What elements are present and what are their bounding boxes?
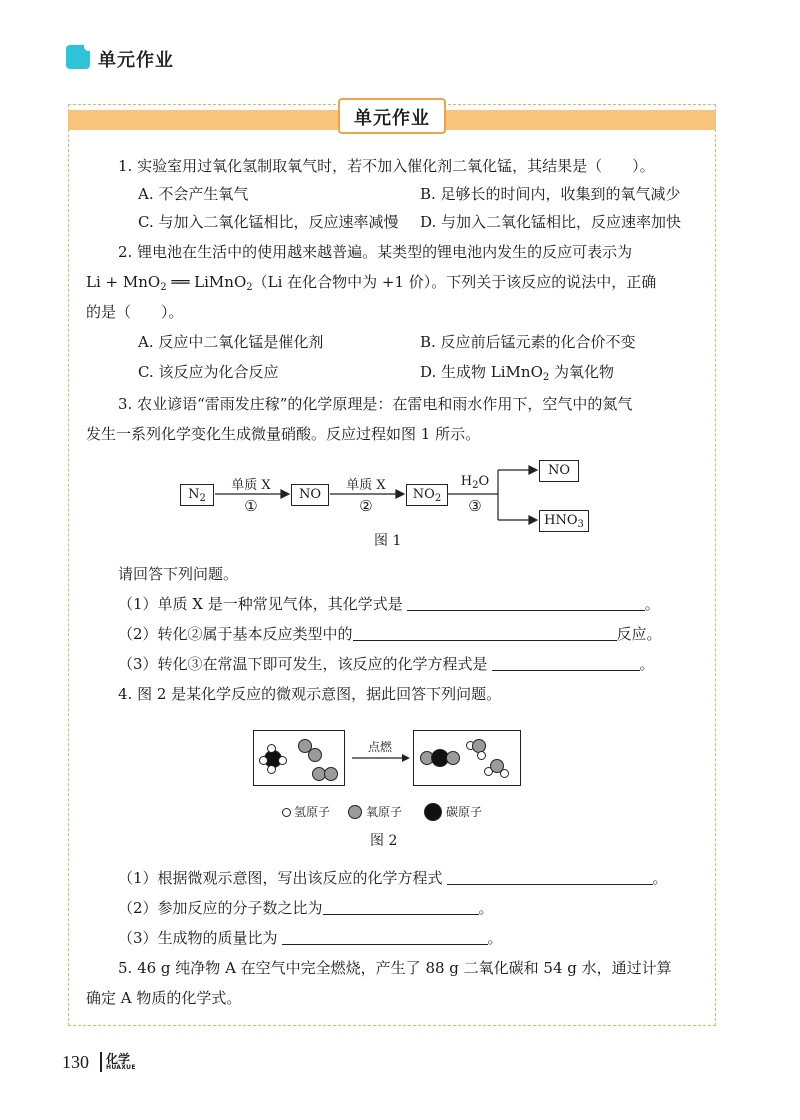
legend-hydrogen-label: 氢原子 bbox=[294, 805, 331, 819]
q1-option-a: A. 不会产生氧气 bbox=[138, 185, 249, 203]
legend-oxygen-label: 氧原子 bbox=[366, 805, 403, 819]
q1-stem: 1. 实验室用过氧化氢制取氧气时，若不加入催化剂二氧化锰，其结果是（ ）。 bbox=[118, 157, 655, 175]
q2-equation-left: Li + MnO bbox=[86, 273, 161, 291]
hydrogen-atom bbox=[278, 756, 287, 765]
hydrogen-atom bbox=[500, 769, 509, 778]
fig2-arrow-label: 点燃 bbox=[367, 740, 392, 754]
section-title: 单元作业 bbox=[354, 108, 430, 129]
fig1-arrow2-bottom: ② bbox=[359, 497, 373, 515]
q4-stem: 4. 图 2 是某化学反应的微观示意图，据此回答下列问题。 bbox=[118, 685, 502, 703]
q3-part3: （3）转化③在常温下即可发生，该反应的化学方程式是 。 bbox=[118, 655, 655, 673]
q4-part3-answer-blank[interactable] bbox=[282, 931, 488, 945]
q2-equation-mid: ══ LiMnO bbox=[166, 273, 247, 291]
legend-oxygen-icon bbox=[348, 805, 362, 819]
fig2-reaction-arrow bbox=[350, 752, 412, 764]
fig1-arrow3-top: $H_2O$ bbox=[460, 474, 490, 491]
q2-option-d: D. 生成物 LiMnO$_2$ 为氧化物 bbox=[420, 363, 615, 383]
hydrogen-atom bbox=[267, 765, 276, 774]
q1-option-d: D. 与加入二氧化锰相比，反应速率加快 bbox=[420, 213, 682, 231]
fig2-products-box bbox=[413, 730, 521, 786]
fig1-node-no: NO bbox=[291, 484, 329, 506]
fig2-reactants-box bbox=[253, 730, 345, 786]
q3-line2: 发生一系列化学变化生成微量硝酸。反应过程如图 1 所示。 bbox=[86, 425, 481, 443]
q2-line2-rest: （Li 在化合物中为 +1 价）。下列关于该反应的说法中，正确 bbox=[252, 273, 657, 291]
fig1-node-n2: $N_2$ bbox=[180, 484, 214, 506]
q2-option-b: B. 反应前后锰元素的化合价不变 bbox=[420, 333, 636, 351]
q1-option-b: B. 足够长的时间内，收集到的氧气减少 bbox=[420, 185, 681, 203]
q5-line1: 5. 46 g 纯净物 A 在空气中完全燃烧，产生了 88 g 二氧化碳和 54 g 水，通过计算 bbox=[118, 959, 672, 977]
page-number: 130 bbox=[62, 1052, 89, 1072]
q3-line1: 3. 农业谚语“雷雨发庄稼”的化学原理是：在雷电和雨水作用下，空气中的氮气 bbox=[118, 395, 633, 413]
fig1-arrow3-bottom: ③ bbox=[468, 497, 482, 515]
q4-part2: （2）参加反应的分子数之比为 。 bbox=[118, 899, 494, 917]
q3-part1-answer-blank[interactable] bbox=[407, 597, 645, 611]
fig1-arrow2-top: 单质 X bbox=[346, 478, 386, 493]
footer-subject-pinyin: HUAXUE bbox=[106, 1064, 136, 1071]
q4-part2-answer-blank[interactable] bbox=[323, 901, 479, 915]
hydrogen-atom bbox=[267, 744, 276, 753]
fig1-node-out-hno3: $HNO_3$ bbox=[539, 510, 589, 532]
q2-option-a: A. 反应中二氧化锰是催化剂 bbox=[138, 333, 324, 351]
q3-prompt: 请回答下列问题。 bbox=[118, 565, 239, 583]
fig1-arrow1-top: 单质 X bbox=[231, 478, 271, 493]
q4-part1-answer-blank[interactable] bbox=[447, 871, 653, 885]
q4-part1: （1）根据微观示意图，写出该反应的化学方程式 。 bbox=[118, 869, 668, 887]
hydrogen-atom bbox=[259, 756, 268, 765]
q3-part3-answer-blank[interactable] bbox=[492, 657, 640, 671]
q2-line3: 的是（ ）。 bbox=[86, 303, 184, 321]
hydrogen-atom bbox=[477, 751, 486, 760]
legend-hydrogen-icon bbox=[282, 808, 291, 817]
oxygen-atom bbox=[324, 767, 338, 781]
legend-carbon-icon bbox=[424, 803, 442, 821]
footer-divider bbox=[100, 1052, 102, 1072]
fig1-node-no2: $NO_2$ bbox=[406, 484, 448, 506]
fig2-caption: 图 2 bbox=[370, 833, 398, 849]
fig1-arrow1-bottom: ① bbox=[244, 497, 258, 515]
oxygen-atom bbox=[308, 748, 322, 762]
fig1-caption: 图 1 bbox=[374, 533, 402, 549]
q3-part2-answer-blank[interactable] bbox=[353, 627, 617, 641]
q4-part3: （3）生成物的质量比为 。 bbox=[118, 929, 503, 947]
q2-option-c: C. 该反应为化合反应 bbox=[138, 363, 279, 381]
oxygen-atom bbox=[446, 751, 460, 765]
footer-subject: 化学 bbox=[106, 1052, 131, 1066]
q5-line2: 确定 A 物质的化学式。 bbox=[86, 989, 242, 1007]
q3-part1: （1）单质 X 是一种常见气体，其化学式是 。 bbox=[118, 595, 660, 613]
q2-line1: 2. 锂电池在生活中的使用越来越普遍。某类型的锂电池内发生的反应可表示为 bbox=[118, 243, 633, 261]
q2-line2: Li + MnO$_2$ ══ LiMnO$_2$（Li 在化合物中为 +1 价）。下列关于该反应的说法中，正确 bbox=[86, 273, 657, 293]
q3-part2: （2）转化②属于基本反应类型中的 反应。 bbox=[118, 625, 662, 643]
fig1-node-out-no: NO bbox=[539, 460, 579, 482]
page-header-title: 单元作业 bbox=[98, 50, 174, 71]
q1-option-c: C. 与加入二氧化锰相比，反应速率减慢 bbox=[138, 213, 399, 231]
legend-carbon-label: 碳原子 bbox=[446, 805, 483, 819]
